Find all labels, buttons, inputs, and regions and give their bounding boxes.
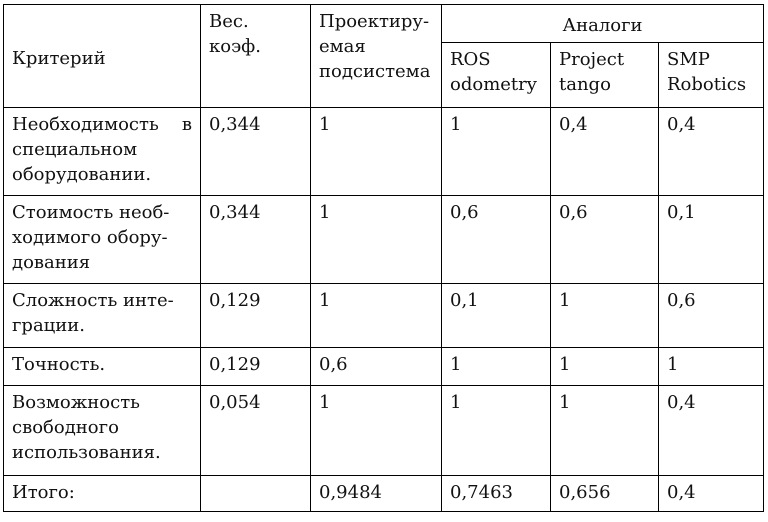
ros-cell: 1 <box>442 108 551 196</box>
criterion-cell: Сложность инте- грации. <box>4 284 201 348</box>
smp-cell: 0,4 <box>659 108 764 196</box>
total-ros-cell: 0,7463 <box>442 476 551 512</box>
tango-cell: 1 <box>551 284 659 348</box>
tango-cell: 1 <box>551 386 659 476</box>
smp-cell: 0,6 <box>659 284 764 348</box>
total-weight-cell <box>201 476 311 512</box>
weight-cell: 0,129 <box>201 348 311 386</box>
total-row <box>4 476 764 512</box>
criterion-cell: Необходимость в специальном оборудовании. <box>4 108 201 196</box>
header-ros-odometry: ROS odometry <box>442 43 551 108</box>
table-row <box>4 196 764 284</box>
table-row <box>4 386 764 476</box>
header-smp-robotics: SMP Robotics <box>659 43 764 108</box>
criteria-table <box>3 4 764 512</box>
ros-cell: 1 <box>442 348 551 386</box>
table-row <box>4 284 764 348</box>
header-analogs: Аналоги <box>442 5 764 43</box>
smp-cell: 1 <box>659 348 764 386</box>
ros-cell: 0,1 <box>442 284 551 348</box>
header-row-1 <box>4 5 764 43</box>
total-smp-cell: 0,4 <box>659 476 764 512</box>
designed-cell: 1 <box>311 284 442 348</box>
weight-cell: 0,129 <box>201 284 311 348</box>
header-weight: Вес. коэф. <box>201 5 311 108</box>
tango-cell: 0,4 <box>551 108 659 196</box>
table-row <box>4 108 764 196</box>
tango-cell: 1 <box>551 348 659 386</box>
header-criterion: Критерий <box>4 5 201 108</box>
ros-cell: 1 <box>442 386 551 476</box>
table-row <box>4 348 764 386</box>
tango-cell: 0,6 <box>551 196 659 284</box>
criterion-cell: Точность. <box>4 348 201 386</box>
weight-cell: 0,344 <box>201 108 311 196</box>
header-designed: Проектиру- емая подсистема <box>311 5 442 108</box>
total-label: Итого: <box>4 476 201 512</box>
designed-cell: 1 <box>311 108 442 196</box>
weight-cell: 0,344 <box>201 196 311 284</box>
designed-cell: 0,6 <box>311 348 442 386</box>
ros-cell: 0,6 <box>442 196 551 284</box>
total-tango-cell: 0,656 <box>551 476 659 512</box>
header-project-tango: Project tango <box>551 43 659 108</box>
weight-cell: 0,054 <box>201 386 311 476</box>
designed-cell: 1 <box>311 386 442 476</box>
criterion-cell: Возможность свободного использования. <box>4 386 201 476</box>
criterion-cell: Стоимость необ- ходимого обору- дования <box>4 196 201 284</box>
designed-cell: 1 <box>311 196 442 284</box>
total-designed-cell: 0,9484 <box>311 476 442 512</box>
smp-cell: 0,4 <box>659 386 764 476</box>
smp-cell: 0,1 <box>659 196 764 284</box>
